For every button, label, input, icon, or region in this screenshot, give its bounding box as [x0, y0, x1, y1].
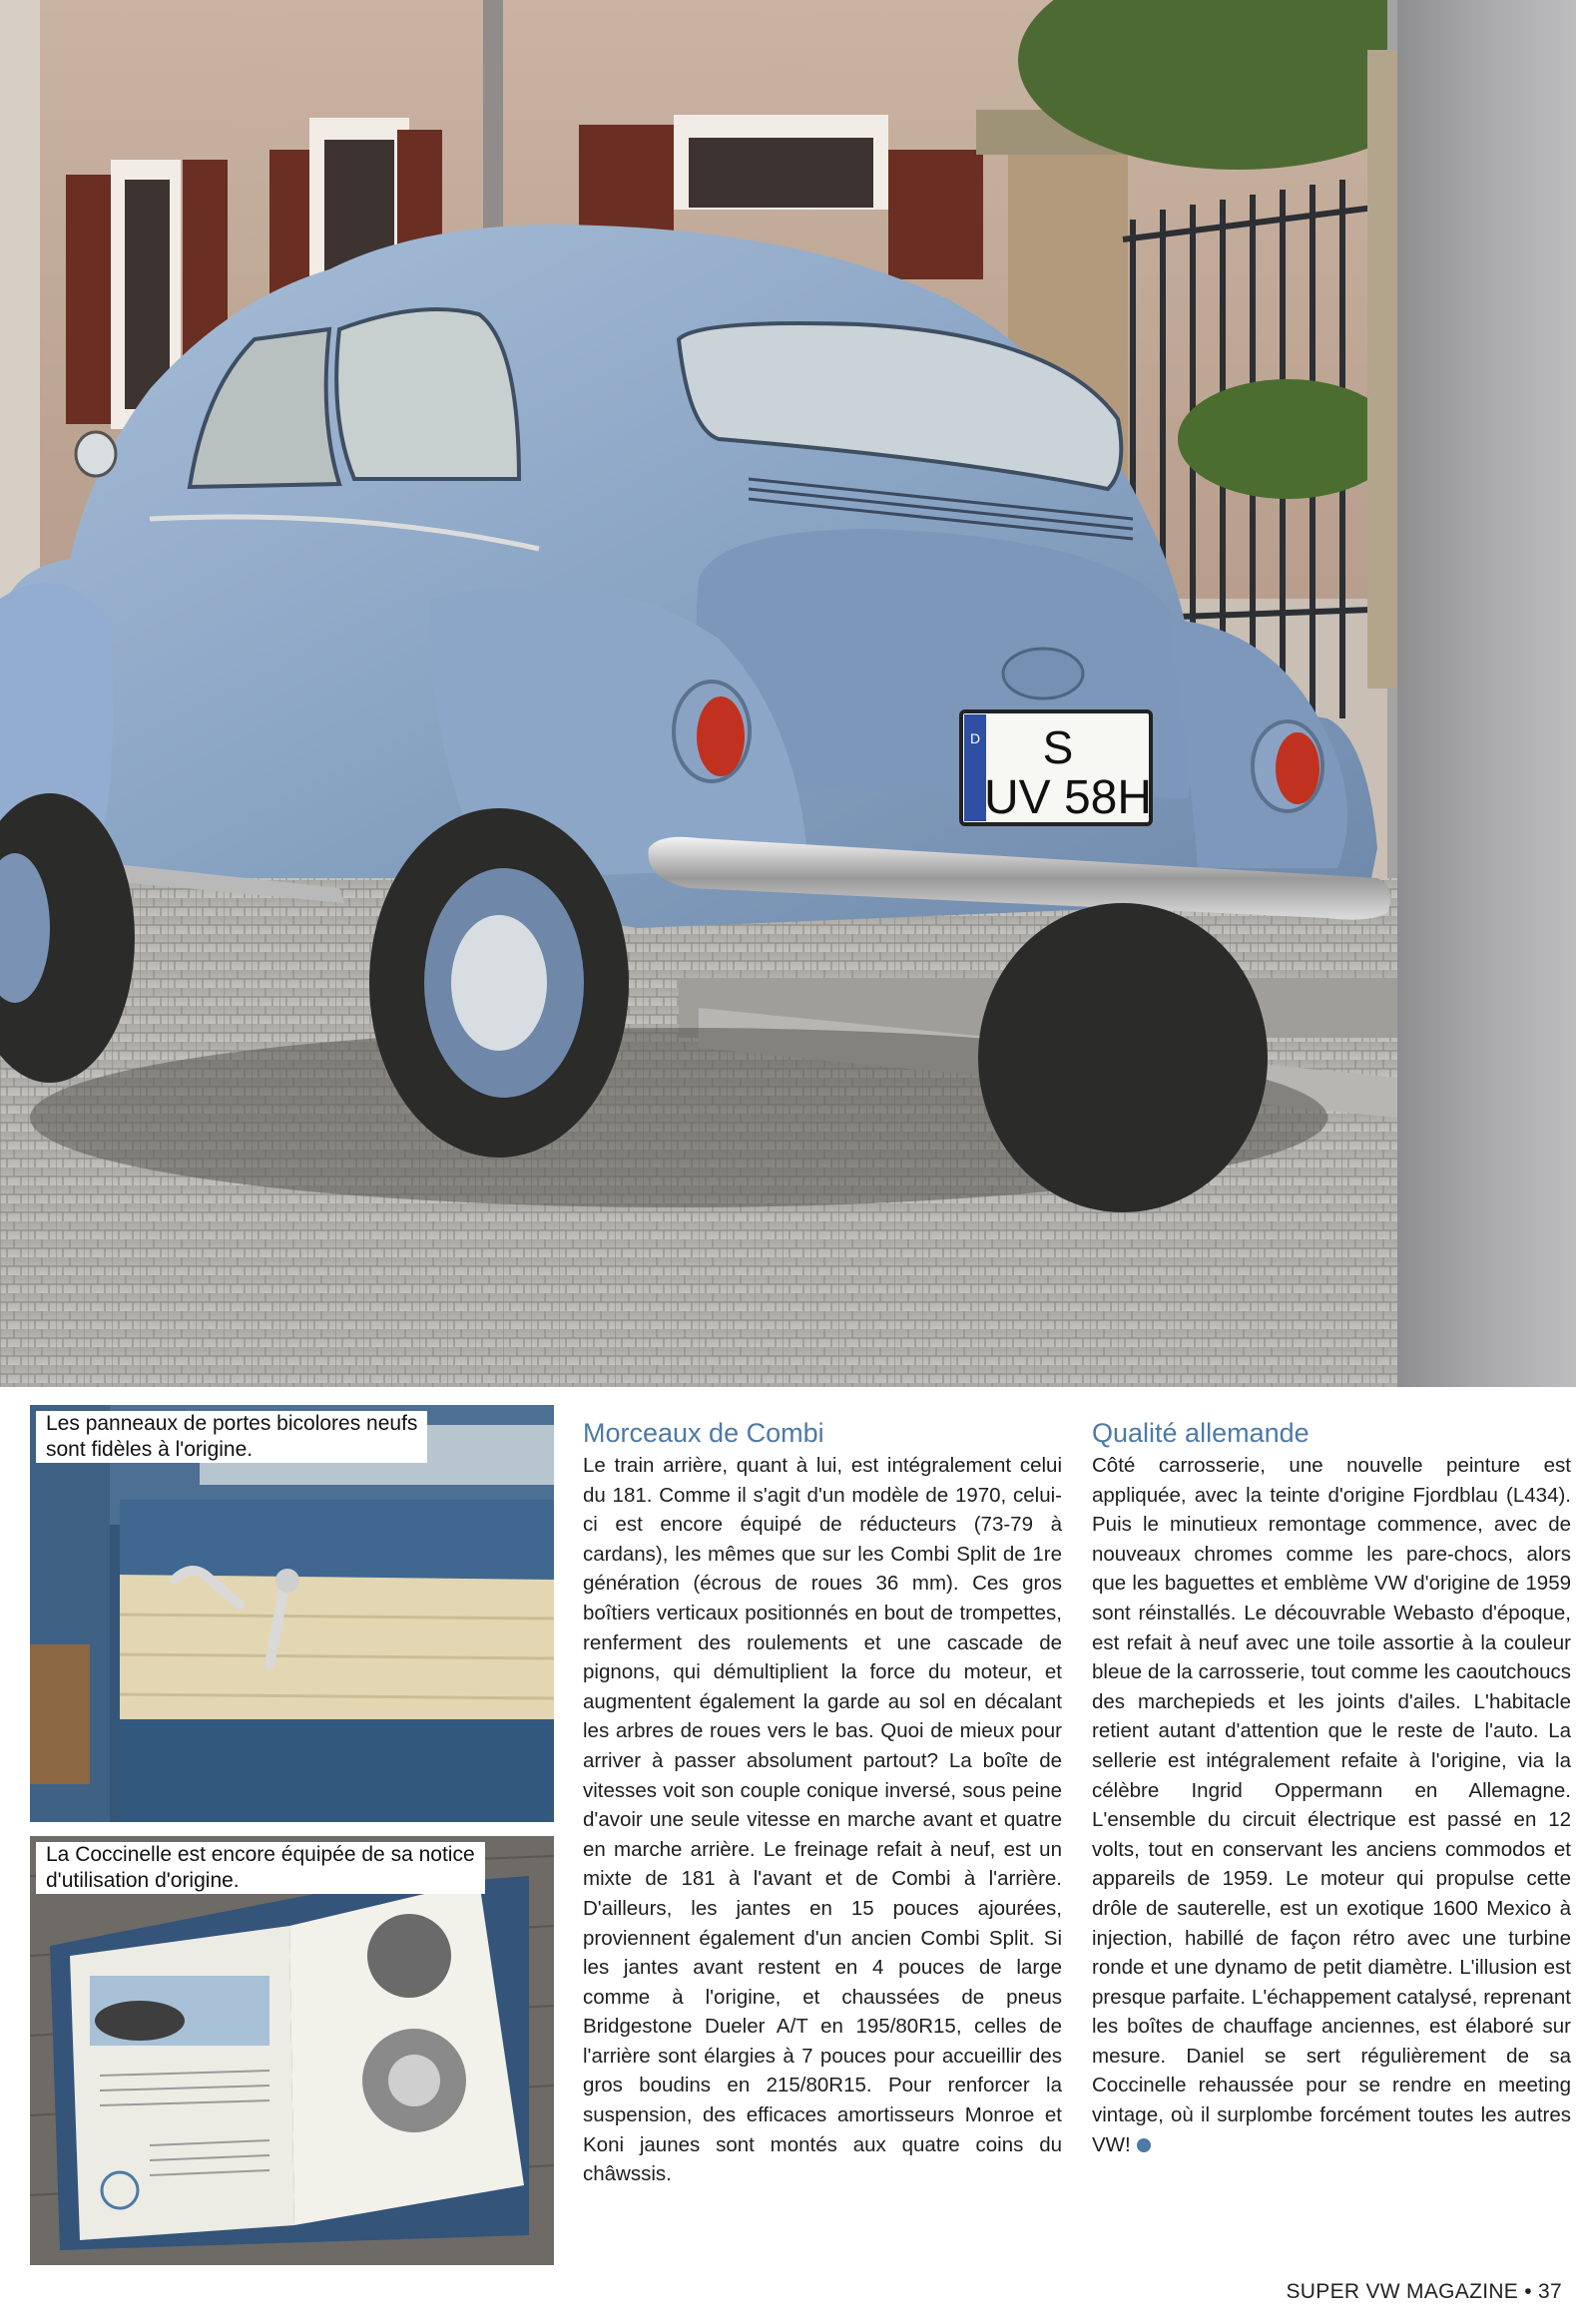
- owners-manual-illustration: [30, 1836, 554, 2265]
- owners-manual-caption: [36, 1842, 485, 1894]
- door-panel-caption: [36, 1411, 427, 1463]
- rear-right-wheel: [978, 903, 1268, 1212]
- section-body-morceaux-de-combi: Le train arrière, quant à lui, est intégralement celui du 181. Comme il s'agit d'un modèle de 1970, celui-ci est encore équipé de réducteurs (73-79 à cardans), les mêmes que sur les Combi Split de 1re génération (écrous de roues 36 mm). Ces gros boîtiers verticaux positionnés en bout de trompettes, renferment des roulements et une cascade de pignons, qui démultiplient la force du moteur, et augmentent également la garde au sol en décalant les arbres de roues vers le bas. Quoi de mieux pour arriver à passer absolument partout? La boîte de vitesses voit son couple conique inversé, sous peine d'avoir une seule vitesse en marche avant et quatre en marche arrière. Le freinage refait à neuf, est un mixte de 181 à l'avant et de Combi à l'arrière. D'ailleurs, les jantes en 15 pouces ajourées, proviennent également d'un ancien Combi Split. Si les jantes avant restent en 4 pouces de large comme à l'origine, et chaussées de pneus Bridgestone Dueler A/T en 195/80R15, celles de l'arrière sont élargies à 7 pouces pour accueillir des gros boudins en 215/80R15. Pour renforcer la suspension, des efficaces amortisseurs Monroe et Koni jaunes sont montés aux quatre coins du châwssis.: [583, 1454, 1062, 2186]
- section-title-qualite-allemande: Qualité allemande: [1092, 1418, 1310, 1448]
- svg-text:S: S: [1042, 721, 1074, 773]
- section2-text: Côté carrosserie, une nouvelle peinture est appliquée, avec la teinte d'origine Fjordblau (L434). Puis le minutieux remontage commence, avec de nouveaux chromes comme les pare-chocs, alors que les baguettes et emblème VW d'origine de 1959 sont réinstallés. Le découvrable Webasto d'époque, est refait à neuf avec une toile assortie à la couleur bleue de la carrosserie, tout comme les caoutchoucs des marchepieds et les joints d'ailes. L'habitacle retient autant d'attention que le reste de l'auto. La sellerie est intégralement refaite à l'origine, via la célèbre Ingrid Oppermann en Allemagne. L'ensemble du circuit électrique est passé en 12 volts, tout en conservant les anciens commodos et appareils de 1959. Le moteur qui propulse cette drôle de sauterelle, est un exotique 1600 Mexico à injection, habillé de façon rétro avec une turbine ronde et une dynamo de petit diamètre. L'illusion est presque parfaite. L'échappement catalysé, reprenant les boîtes de chauffage anciennes, est élaboré sur mesure. Daniel se sert régulièrement de sa Coccinelle rehaussée pour se rendre en meeting vintage, où il surplombe forcément toutes les autres VW!: [1092, 1454, 1571, 2156]
- manual-caption-line2: d'utilisation d'origine.: [42, 1869, 244, 1892]
- svg-text:D: D: [969, 730, 981, 746]
- door-caption-line1: Les panneaux de portes bicolores neufs: [42, 1412, 421, 1435]
- license-plate: [961, 711, 1152, 824]
- rear-left-wheel: [369, 808, 629, 1158]
- section-body-qualite-allemande: [1092, 1451, 1571, 2159]
- door-panel-illustration: [30, 1405, 554, 1822]
- page-footer: SUPER VW MAGAZINE • 37: [1286, 2280, 1562, 2303]
- right-edge-strip: [1397, 0, 1576, 1387]
- manual-caption-line1: La Coccinelle est encore équipée de sa notice: [42, 1843, 479, 1866]
- door-caption-line2: sont fidèles à l'origine.: [42, 1438, 257, 1461]
- end-of-article-dot-icon: [1137, 2138, 1151, 2152]
- article-column-2: [1092, 1417, 1571, 2159]
- article-column-1: [583, 1417, 1062, 2189]
- door-panel-photo: [30, 1405, 554, 1822]
- section-title-morceaux-de-combi: Morceaux de Combi: [583, 1418, 824, 1448]
- owners-manual-photo: [30, 1836, 554, 2265]
- svg-text:UV 58H: UV 58H: [983, 771, 1153, 824]
